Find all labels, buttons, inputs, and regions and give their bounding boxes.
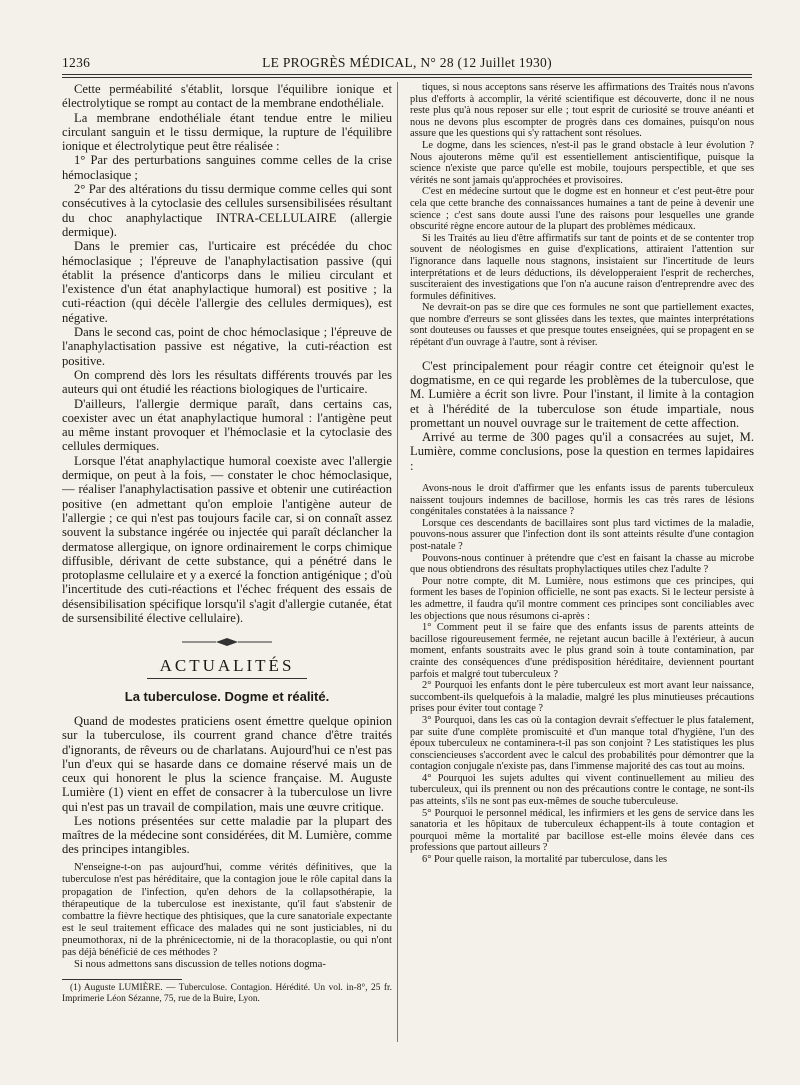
header-rule-bottom bbox=[62, 77, 752, 78]
quote-paragraph: 1° Comment peut il se faire que des enfants issus de parents atteints de bacillose rigoureusement fermée, ne rejetant aucun bacille à l'extérieur, à aucun moment, enfants soustraits avec le plus grand soin à toute contamination, par crainte des conséquences d'une prédisposition héréditaire, deviennent pourtant parfois et malgré tout tuberculeux ? bbox=[410, 622, 754, 680]
quote-paragraph: Avons-nous le droit d'affirmer que les enfants issus de parents tuberculeux naissent toujours indemnes de bacillose, hormis les cas très rares de lésions congénitales constatées à la naissance ? bbox=[410, 483, 754, 518]
paragraph: Le dogme, dans les sciences, n'est-il pas le grand obstacle à leur évolution ? Nous ajouterons même qu'il est essentiellement antiscientifique, puisque la science n'existe que parce qu'elle est mobile, toujours perspectible, et que ses vérités ne sont jamais qu'approchées et provisoires. bbox=[410, 139, 754, 186]
left-column bbox=[62, 82, 392, 1044]
article-title: La tuberculose. Dogme et réalité. bbox=[124, 689, 330, 705]
paragraph: Ne devrait-on pas se dire que ces formules ne sont que partiellement exactes, que nombre d'erreurs se sont glissées dans les textes, que maintes interprétations sont douteuses ou fausses et que presque toutes enseignées, qui se propagent en se répétant d'un ouvrage à l'autre, sont à réviser. bbox=[410, 302, 754, 349]
section-title-rule bbox=[147, 678, 307, 679]
paragraph: Cette perméabilité s'établit, lorsque l'équilibre ionique et électrolytique se rompt au contact de la membrane endothéliale. bbox=[62, 82, 392, 111]
page-header bbox=[62, 55, 752, 73]
paragraph: Dans le second cas, point de choc hémoclasique ; l'épreuve de l'anaphylactisation passive est négative, la cuti-réaction est positive. bbox=[62, 325, 392, 368]
paragraph: Quand de modestes praticiens osent émettre quelque opinion sur la tuberculose, ils courrent grand chance d'être traités d'ignorants, de rêveurs ou de charlatans. Aujourd'hui ce n'est pas l'un d'eux qui se hasarde dans ce domaine réservé mais un de ceux qui honorent le plus la science française. M. Auguste Lumière (1) vient en effet de consacrer à la tuberculose un livre qui n'est pas un travail de compilation, mais une œuvre critique. bbox=[62, 714, 392, 814]
paragraph: Lorsque l'état anaphylactique humoral coexiste avec l'allergie dermique, on peut à la fois, — constater le choc hémoclasique, — réaliser l'anaphylactisation passive et obtenir une cutiréaction positive (en admettant qu'on emploie l'antigène auteur de l'allergie ; ce qui n'est pas toujours facile car, si on connaît assez souvent la substance ingérée ou injectée qui paraît déclancher la dermatose allergique, on ignore ordinairement le corps chimique diffusible, dérivant de cette substance, qui a pénétré dans le protoplasme cellulaire et y a exercé la fonction antigénique ; d'où l'incertitude des cuti-réactions et l'échec fréquent des essais de désensibilisation spécifique lorsqu'il s'agit d'allergie cutanée, état de sursensibilité élective cellulaire). bbox=[62, 453, 392, 625]
quote-paragraph: 3° Pourquoi, dans les cas où la contagion devrait s'effectuer le plus fatalement, par suite d'une complète promiscuité et d'un manque total d'hygiène, l'un des époux tuberculeux ne contaminera-t-il pas son conjoint ? Les statistiques les plus consciencieuses s'accordent avec le calcul des probabilités pour démontrer que la contagion conjugale n'existe pas, dans l'immense majorité des cas tout au moins. bbox=[410, 714, 754, 773]
paragraph: La membrane endothéliale étant tendue entre le milieu circulant sanguin et le tissu dermique, la rupture de l'équilibre ionique et électrolytique peut être réalisée : bbox=[62, 110, 392, 154]
quote-paragraph: 2° Pourquoi les enfants dont le père tuberculeux est mort avant leur naissance, succombent-ils quelquefois à la maladie, malgré les plus minutieuses précautions prises pour éviter tout contage ? bbox=[410, 680, 754, 715]
paragraph: Dans le premier cas, l'urticaire est précédée du choc hémoclasique ; l'épreuve de l'anaphylactisation passive (qui établit la présence d'anticorps dans le milieu circulant et l'existence d'un état anaphylactique humoral) est positive ; la cuti-réaction (qui décèle l'allergie des cellules dermiques), est négative. bbox=[62, 239, 392, 325]
ornament-icon bbox=[182, 637, 272, 647]
section-ornament bbox=[62, 637, 392, 650]
quote-paragraph: N'enseigne-t-on pas aujourd'hui, comme vérités définitives, que la tuberculose n'est pas héréditaire, que la contagion joue le rôle capital dans la propagation de l'infection, qu'en dehors de la collapsothérapie, la thérapeutique de la tuberculose est inexistante, qu'il faut s'abstenir de combattre la fièvre hectique des phtisiques, que la cure sanatoriale expectante est le seul traitement efficace des malades qui ne sont justiciables, ni du pneumothorax, ni de la phrénicectomie, ni de la thoracoplastie, ou qui n'ont pas déjà bénéficié de ces méthodes ? bbox=[62, 862, 392, 958]
quote-paragraph: 4° Pourquoi les sujets adultes qui vivent continuellement au milieu des tuberculeux, qui ils prennent ou non des précautions contre le contage, ne sont-ils pas atteints, s'ils ne sont pas eux-mêmes de souche tuberculeuse. bbox=[410, 772, 754, 808]
paragraph: Arrivé au terme de 300 pages qu'il a consacrées au sujet, M. Lumière, comme conclusions, pose la question en termes lapidaires : bbox=[410, 430, 754, 473]
paragraph: C'est principalement pour réagir contre cet éteignoir qu'est le dogmatisme, en ce qui regarde les problèmes de la tuberculose, que M. Lumière a écrit son livre. Pour l'instant, il limite à la contagion et à l'hérédité de la tuberculose son étude impartiale, nous promettant un nouvel ouvrage sur le traitement de cette affection. bbox=[410, 358, 754, 430]
quote-paragraph: Lorsque ces descendants de bacillaires sont plus tard victimes de la maladie, pouvons-nous assurer que l'infection dont ils sont atteints résulte d'une contagion post-natale ? bbox=[410, 517, 754, 552]
paragraph: D'ailleurs, l'allergie dermique paraît, dans certains cas, coexister avec un état anaphylactique humoral : l'antigène peut au même instant provoquer et l'hémoclasie et la cytoclasie des cellules dermiques. bbox=[62, 396, 392, 454]
footnote-rule bbox=[62, 979, 182, 980]
quote-paragraph: 5° Pourquoi le personnel médical, les infirmiers et les gens de service dans les sanatoria et les hôpitaux de tuberculeux échappent-ils à toute contagion et pourquoi même la mortalité par bacillose est-elle moins élevée dans ces professions que partout ailleurs ? bbox=[410, 807, 754, 854]
quote-paragraph: Pour notre compte, dit M. Lumière, nous estimons que ces principes, qui forment les bases de l'opinion officielle, ne sont pas exacts. Si le lecteur persiste à les admettre, il faudra qu'il montre comment ces principes sont conciliables avec les objections que nous résumons ci-après : bbox=[410, 575, 754, 622]
footnote: (1) Auguste LUMIÈRE. — Tuberculose. Contagion. Hérédité. Un vol. in-8°, 25 fr. Imprimerie Léon Sézanne, 75, rue de la Buire, Lyon. bbox=[62, 983, 392, 1004]
paragraph: Si les Traités au lieu d'être affirmatifs sur tant de points et de se contenter trop souvent de néologismes en guise d'explications, attiraient l'attention sur l'ignorance dans laquelle nous stagnons, insistaient sur l'incertitude de leurs interprétations et de leurs déductions, ils développeraient l'esprit de recherches, susciteraient des investigations que l'on n'a aucune raison d'entreprendre avec des formules définitives. bbox=[410, 232, 754, 302]
quote-paragraph: Si nous admettons sans discussion de telles notions dogma- bbox=[74, 959, 326, 971]
page-number: 1236 bbox=[62, 55, 91, 70]
paragraph: 2° Par des altérations du tissu dermique comme celles qui sont consécutives à la cytoclasie des cellules sursensibilisées résultant du choc anaphylactique INTRA-CELLULAIRE (allergie dermique). bbox=[62, 182, 392, 239]
column-divider bbox=[397, 82, 398, 1042]
quote-paragraph: 6° Pour quelle raison, la mortalité par tuberculose, dans les bbox=[422, 854, 668, 866]
paragraph: On comprend dès lors les résultats différents trouvés par les auteurs qui ont étudié les réactions biologiques de l'urticaire. bbox=[62, 367, 392, 397]
header-rule-top bbox=[62, 74, 752, 75]
section-title: ACTUALITÉS bbox=[159, 656, 295, 676]
paragraph: C'est en médecine surtout que le dogme est en honneur et c'est peut-être pour cela que cette branche des connaissances humaines a tant de peine à devenir une science ; c'est sans doute aussi l'une des raisons pour lesquelles une grande obscurité règne encore autour de la plupart des problèmes médicaux. bbox=[410, 186, 754, 233]
paragraph: 1° Par des perturbations sanguines comme celles de la crise hémoclasique ; bbox=[62, 153, 392, 182]
paragraph: Les notions présentées sur cette maladie par la plupart des maîtres de la médecine sont considérées, dit M. Lumière, comme des principes intangibles. bbox=[62, 813, 392, 857]
paragraph: tiques, si nous acceptons sans réserve les affirmations des Traités nous n'avons plus d'efforts à accomplir, la vérité scientifique est découverte, donc il ne nous reste plus qu'à nous reposer sur elle ; tout esprit de curiosité se trouve anéanti et nous ne devons plus escompter de progrès dans ces domaines, puisqu'on nous assure que les questions qui s'y rattachent sont résolues. bbox=[410, 82, 754, 140]
journal-title: LE PROGRÈS MÉDICAL, N° 28 (12 Juillet 1930) bbox=[262, 55, 552, 70]
quote-paragraph: Pouvons-nous continuer à prétendre que c'est en faisant la chasse au microbe que nous obtiendrons des résultats prophylactiques utiles chez l'adulte ? bbox=[410, 552, 754, 576]
right-column bbox=[410, 82, 754, 1044]
